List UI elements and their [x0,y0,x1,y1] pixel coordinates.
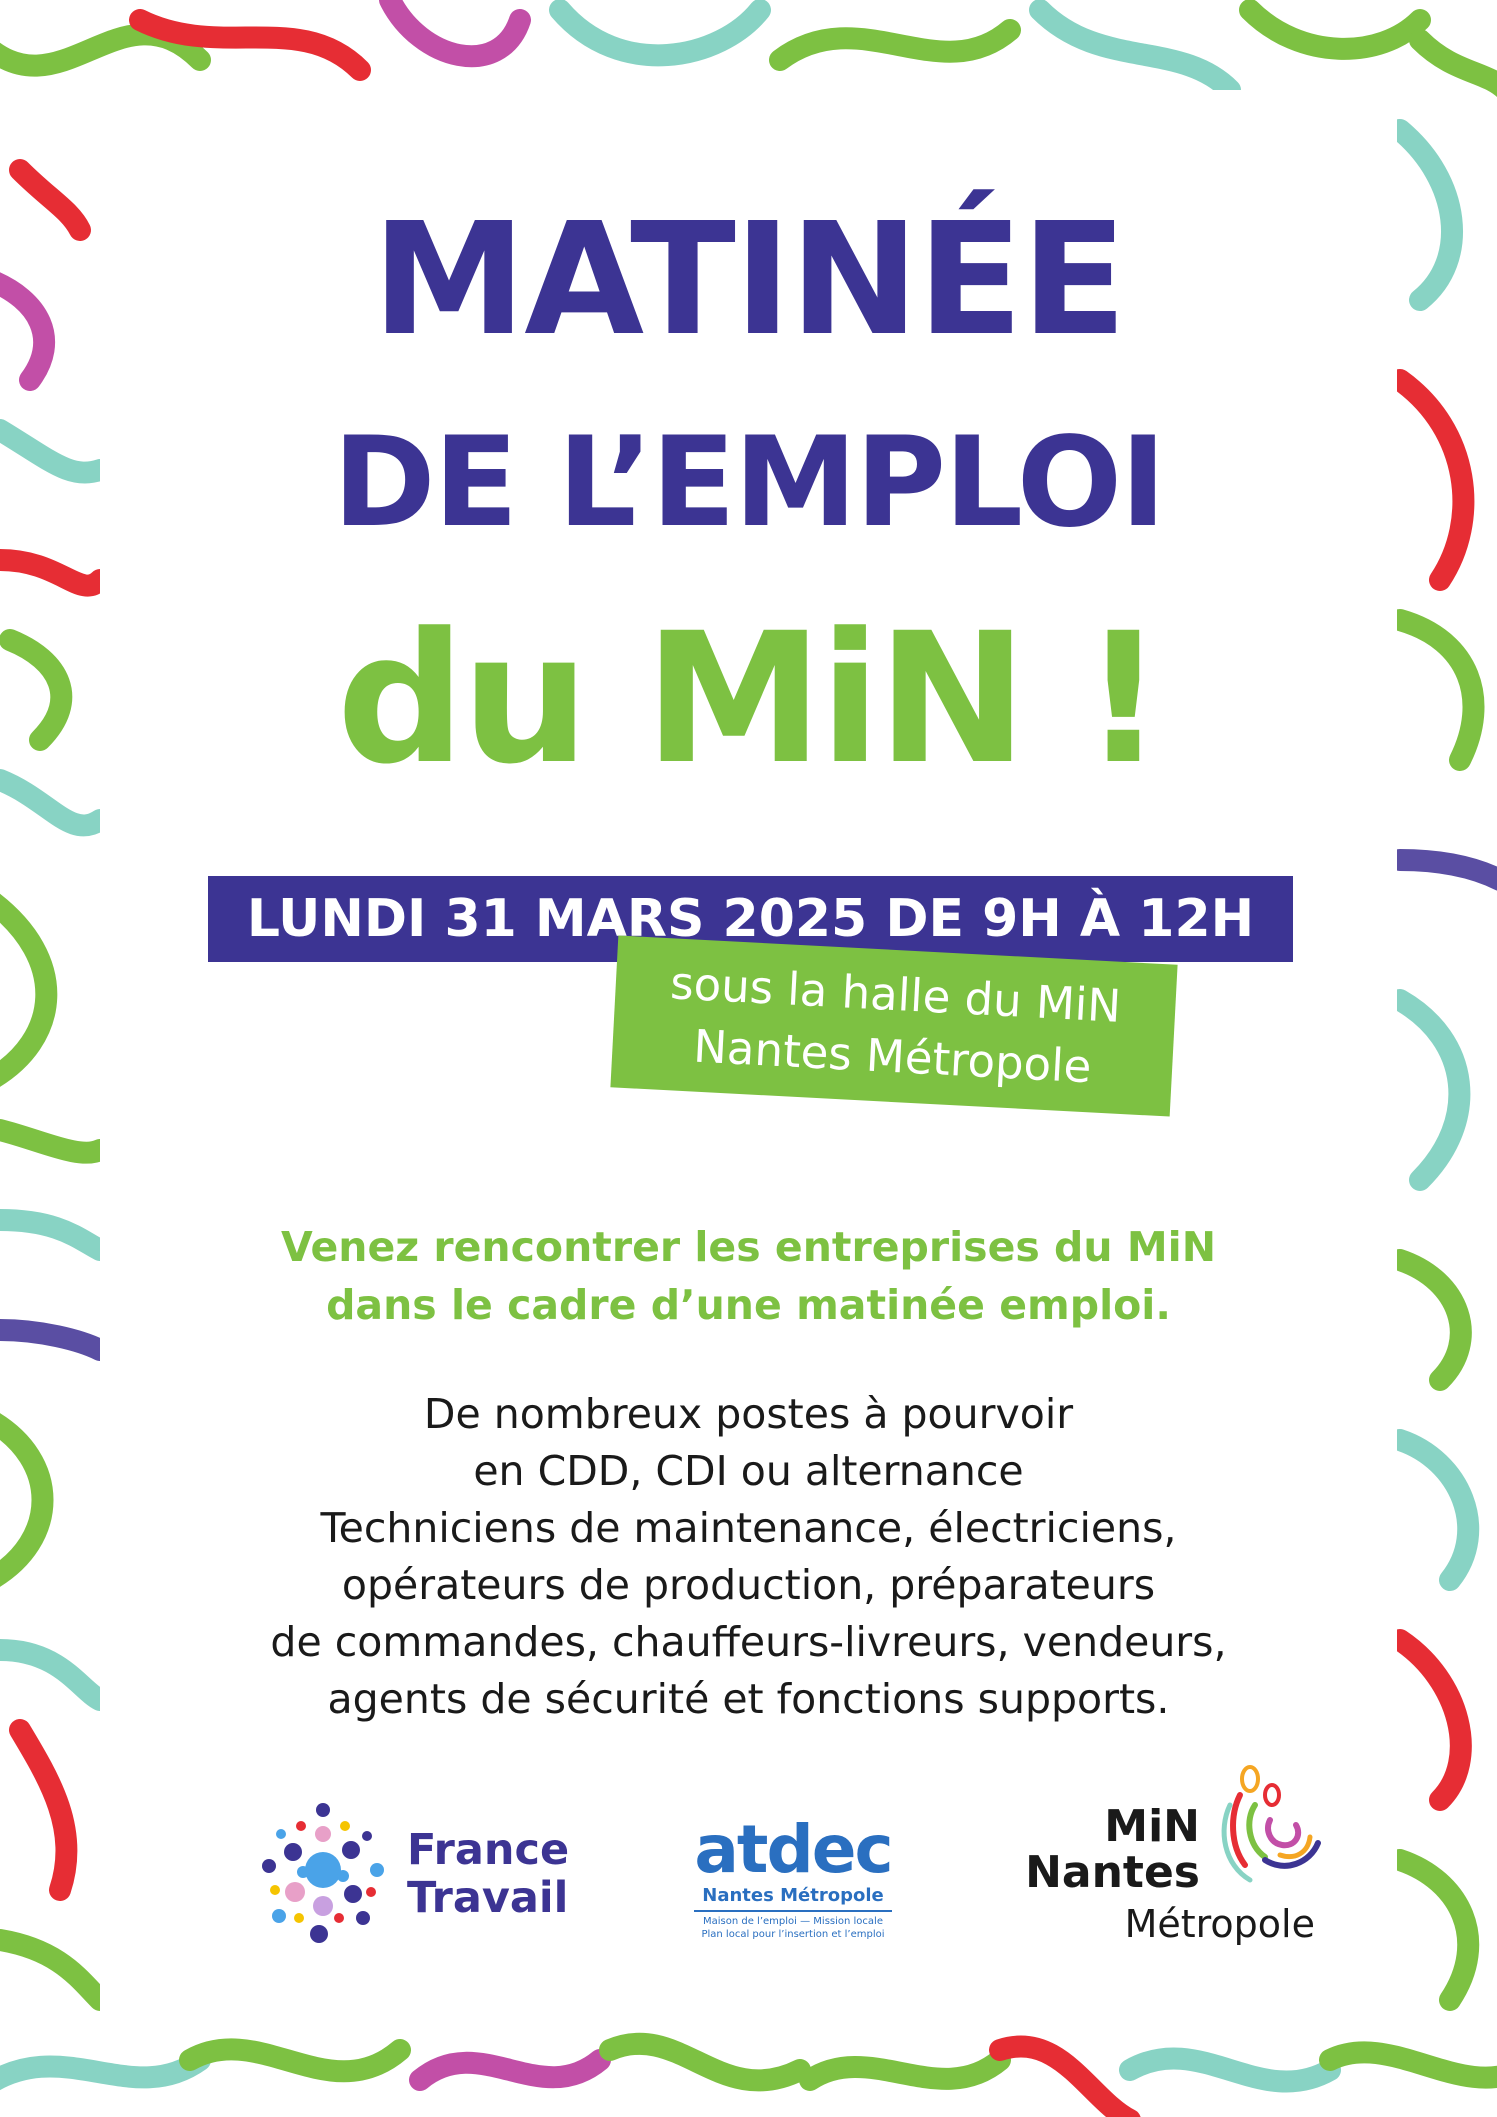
intro-line-2: dans le cadre d’une matinée emploi. [326,1281,1171,1329]
border-squiggle [810,2060,1000,2080]
title-line-3: du MiN ! [336,595,1161,804]
atdec-name: atdec [694,1811,892,1888]
min-line-1: MiN [1104,1801,1200,1852]
france-travail-name [407,1826,569,1922]
border-squiggle [780,30,1010,60]
intro-text [0,1218,1497,1334]
atdec-divider [694,1910,892,1912]
intro-line-1: Venez rencontrer les entreprises du MiN [280,1223,1217,1271]
france-travail-logo [255,1800,585,1950]
body-line: opérateurs de production, préparateurs [341,1561,1156,1609]
body-line: en CDD, CDI ou alternance [473,1447,1024,1495]
title-line-1: MATINÉE [371,189,1126,370]
border-squiggle [390,0,520,56]
border-squiggle [1400,1860,1468,2000]
border-squiggle [20,1730,66,1890]
min-nantes-logo [1020,1765,1340,1955]
min-line-2: Nantes [1025,1847,1200,1898]
event-date-banner: LUNDI 31 MARS 2025 DE 9H À 12H [208,876,1293,962]
border-squiggle [0,560,100,586]
border-squiggle [0,900,46,1080]
event-place-banner [610,935,1177,1116]
border-squiggle [0,1130,100,1153]
border-squiggle [1250,10,1420,49]
atdec-sub: Nantes Métropole [702,1885,884,1906]
border-squiggle [1330,2052,1497,2077]
border-squiggle [0,2060,200,2090]
atdec-tagline-1: Maison de l’emploi — Mission locale [703,1916,883,1927]
dots-cluster-icon [255,1800,405,1950]
job-description [0,1386,1497,1728]
atdec-tagline-2: Plan local pour l’insertion et l’emploi [701,1929,885,1940]
france-travail-line-1: France [407,1825,570,1875]
body-line: agents de sécurité et fonctions supports. [327,1675,1170,1723]
border-squiggle [1420,40,1497,140]
place-line-1: sous la halle du MiN [669,956,1123,1033]
border-squiggle [190,2049,400,2071]
border-squiggle [420,2060,600,2080]
swirl-icon [1210,1765,1330,1895]
france-travail-line-2: Travail [407,1873,569,1923]
border-squiggle [1400,1000,1459,1180]
body-line: Techniciens de maintenance, électriciens, [320,1504,1177,1552]
border-squiggle [560,10,760,55]
border-squiggle [1400,860,1497,880]
atdec-logo [688,1811,898,1955]
border-squiggle [1000,2046,1130,2117]
border-squiggle [610,2044,800,2081]
border-squiggle [1040,10,1230,90]
border-squiggle [0,1940,100,2000]
border-squiggle [1130,2058,1330,2081]
place-line-2: Nantes Métropole [692,1019,1093,1094]
title-line-2: DE L’EMPLOI [332,411,1165,555]
body-line: de commandes, chauffeurs-livreurs, vendeurs, [270,1618,1227,1666]
min-line-3: Métropole [1124,1902,1315,1946]
body-line: De nombreux postes à pourvoir [423,1390,1074,1438]
